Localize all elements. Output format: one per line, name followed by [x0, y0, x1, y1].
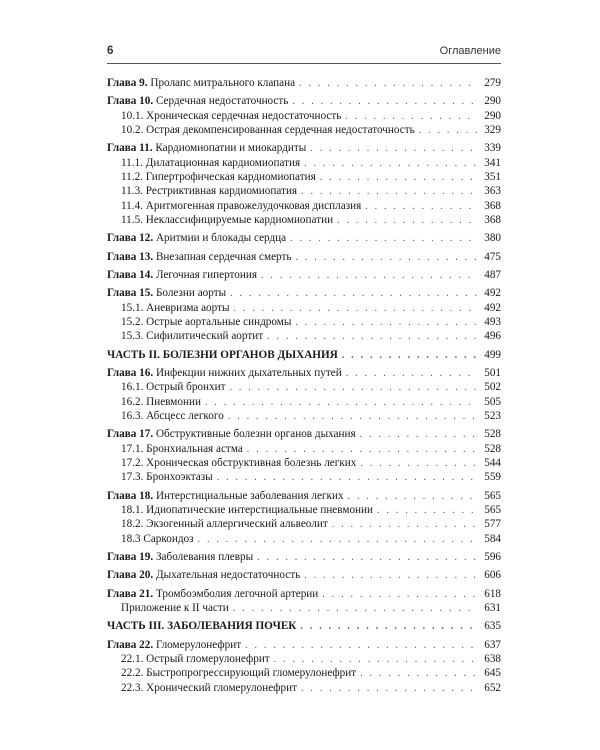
- toc-chapter-label: Глава 10.: [107, 95, 154, 108]
- toc-page-number: 492: [484, 301, 501, 314]
- table-of-contents: [107, 76, 501, 699]
- toc-section-row: [107, 329, 501, 343]
- toc-page-number: 528: [484, 442, 501, 455]
- toc-chapter-row: [107, 286, 501, 300]
- toc-page-number: 363: [484, 185, 501, 198]
- toc-page-number: 505: [484, 395, 501, 408]
- toc-chapter-heading: [107, 250, 292, 264]
- toc-dot-leader: [230, 287, 477, 301]
- toc-chapter-label: Глава 21.: [107, 587, 154, 600]
- toc-chapter-heading: [107, 231, 286, 245]
- toc-page-number: 618: [484, 587, 501, 600]
- toc-part-title: ЧАСТЬ II. БОЛЕЗНИ ОРГАНОВ ДЫХАНИЯ: [107, 348, 338, 361]
- toc-section-title: 11.3. Рестриктивная кардиомиопатия: [121, 185, 298, 198]
- toc-chapter-block: [107, 366, 501, 423]
- toc-chapter-row: [107, 268, 501, 282]
- toc-chapter-title: Обструктивные болезни органов дыхания: [155, 428, 356, 441]
- toc-chapter-heading: [107, 286, 226, 300]
- toc-section-title: 11.1. Дилатационная кардиомиопатия: [121, 156, 301, 169]
- toc-dot-leader: [346, 367, 477, 381]
- toc-page-number: 637: [484, 638, 501, 651]
- toc-chapter-heading: [107, 427, 356, 441]
- toc-section-row: [107, 666, 501, 680]
- toc-chapter-title: Аритмии и блокады сердца: [155, 232, 287, 245]
- toc-page-number: 341: [484, 156, 501, 169]
- toc-chapter-heading: [107, 94, 288, 108]
- toc-dot-leader: [247, 443, 477, 457]
- toc-dot-leader: [304, 569, 477, 583]
- toc-section-row: [107, 681, 501, 695]
- toc-dot-leader: [310, 142, 477, 156]
- toc-chapter-block: [107, 638, 501, 695]
- toc-chapter-heading: [107, 550, 253, 564]
- toc-chapter-title: Болезни аорты: [155, 287, 227, 300]
- toc-part-title: ЧАСТЬ III. ЗАБОЛЕВАНИЯ ПОЧЕК: [107, 620, 297, 633]
- toc-chapter-title: Кардиомиопатии и миокардиты: [155, 142, 307, 155]
- toc-chapter-title: Инфекции нижних дыхательных путей: [155, 367, 342, 380]
- toc-dot-leader: [261, 269, 477, 283]
- toc-dot-leader: [229, 381, 477, 395]
- toc-chapter-title: Внезапная сердечная смерть: [155, 250, 292, 263]
- toc-dot-leader: [217, 471, 477, 485]
- toc-section-title: 16.2. Пневмонии: [121, 395, 201, 408]
- toc-chapter-label: Глава 20.: [107, 569, 154, 582]
- toc-chapter-title: Дыхательная недостаточность: [155, 569, 301, 582]
- toc-chapter-block: [107, 141, 501, 227]
- toc-chapter-row: [107, 76, 501, 90]
- toc-dot-leader: [377, 504, 477, 518]
- toc-dot-leader: [320, 171, 477, 185]
- toc-dot-leader: [360, 457, 477, 471]
- toc-section-title: 11.4. Аритмогенная правожелудочковая дисплазия: [121, 199, 362, 212]
- toc-page-number: 501: [484, 367, 501, 380]
- toc-page-number: 502: [484, 381, 501, 394]
- toc-section-row: [107, 409, 501, 423]
- toc-chapter-title: Гломерулонефрит: [155, 638, 242, 651]
- toc-section-row: [107, 156, 501, 170]
- toc-page-number: 351: [484, 170, 501, 183]
- toc-chapter-row: [107, 231, 501, 245]
- toc-section-title: 15.2. Острые аортальные синдромы: [121, 316, 292, 329]
- toc-chapter-title: Тромбоэмболия легочной артерии: [155, 587, 319, 600]
- toc-page-number: 606: [484, 569, 501, 582]
- toc-dot-leader: [345, 110, 477, 124]
- toc-page-number: 496: [484, 330, 501, 343]
- toc-chapter-label: Глава 9.: [107, 77, 148, 89]
- toc-dot-leader: [296, 251, 478, 265]
- toc-chapter-title: Легочная гипертония: [155, 269, 257, 282]
- running-title: Оглавление: [439, 45, 501, 57]
- toc-chapter-label: Глава 12.: [107, 232, 154, 245]
- toc-part-row: [107, 619, 501, 633]
- toc-page-number: 631: [484, 602, 501, 615]
- toc-chapter-heading: [107, 489, 344, 503]
- toc-chapter-row: [107, 587, 501, 601]
- toc-section-title: 22.2. Быстропрогрессирующий гломерулонефрит: [121, 667, 357, 680]
- toc-chapter-label: Глава 19.: [107, 550, 154, 563]
- toc-chapter-heading: [107, 587, 318, 601]
- toc-chapter-block: [107, 76, 501, 90]
- toc-chapter-label: Глава 18.: [107, 489, 154, 502]
- toc-section-title: 16.1. Острый бронхит: [121, 381, 226, 394]
- toc-chapter-label: Глава 14.: [107, 269, 154, 282]
- toc-dot-leader: [301, 682, 477, 696]
- toc-dot-leader: [205, 396, 477, 410]
- toc-chapter-heading: [107, 141, 306, 155]
- toc-page-number: 329: [484, 123, 501, 136]
- toc-chapter-heading: [107, 268, 257, 282]
- page-number: 6: [107, 45, 114, 57]
- toc-page-number: 475: [484, 250, 501, 263]
- toc-chapter-block: [107, 94, 501, 137]
- toc-chapter-row: [107, 489, 501, 503]
- toc-section-row: [107, 601, 501, 615]
- toc-page-number: 565: [484, 503, 501, 516]
- toc-section-title: 18.2. Экзогенный аллергический альвеолит: [121, 518, 328, 531]
- toc-section-title: 10.2. Острая декомпенсированная сердечная недостаточность: [121, 123, 415, 136]
- toc-dot-leader: [198, 533, 477, 547]
- toc-dot-leader: [267, 330, 477, 344]
- toc-chapter-label: Глава 11.: [107, 142, 153, 155]
- toc-section-title: 22.3. Хронический гломерулонефрит: [121, 681, 298, 694]
- toc-page-number: 565: [484, 489, 501, 502]
- toc-section-row: [107, 380, 501, 394]
- toc-page-number: 493: [484, 316, 501, 329]
- toc-chapter-block: [107, 250, 501, 264]
- toc-section-title: 11.5. Неклассифицируемые кардиомиопатии: [121, 213, 334, 226]
- toc-chapter-row: [107, 366, 501, 380]
- toc-page-number: 380: [484, 232, 501, 245]
- toc-section-row: [107, 301, 501, 315]
- toc-dot-leader: [295, 316, 477, 330]
- toc-dot-leader: [419, 124, 477, 138]
- toc-chapter-row: [107, 427, 501, 441]
- toc-section-title: 15.1. Аневризма аорты: [121, 301, 230, 314]
- toc-part-block: [107, 619, 501, 633]
- toc-dot-leader: [304, 157, 477, 171]
- toc-chapter-label: Глава 15.: [107, 287, 154, 300]
- toc-dot-leader: [233, 602, 477, 616]
- toc-section-row: [107, 532, 501, 546]
- toc-chapter-title: Сердечная недостаточность: [155, 95, 289, 108]
- toc-chapter-row: [107, 250, 501, 264]
- toc-section-title: 17.3. Бронхоэктазы: [121, 471, 213, 484]
- toc-dot-leader: [342, 349, 477, 363]
- toc-page-number: 523: [484, 409, 501, 422]
- toc-section-row: [107, 109, 501, 123]
- toc-chapter-block: [107, 568, 501, 582]
- toc-section-row: [107, 395, 501, 409]
- toc-dot-leader: [257, 551, 477, 565]
- toc-section-title: 11.2. Гипертрофическая кардиомиопатия: [121, 170, 316, 183]
- toc-page-number: 368: [484, 199, 501, 212]
- toc-section-title: 18.3 Саркоидоз: [121, 532, 194, 545]
- toc-chapter-block: [107, 268, 501, 282]
- toc-dot-leader: [337, 214, 477, 228]
- toc-dot-leader: [234, 302, 477, 316]
- toc-dot-leader: [365, 200, 477, 214]
- header-rule: [107, 63, 501, 64]
- toc-page-number: 584: [484, 532, 501, 545]
- toc-chapter-row: [107, 568, 501, 582]
- toc-page-number: 645: [484, 667, 501, 680]
- toc-part-block: [107, 348, 501, 362]
- toc-chapter-heading: [107, 638, 241, 652]
- toc-dot-leader: [274, 653, 477, 667]
- toc-dot-leader: [322, 588, 477, 602]
- toc-chapter-row: [107, 550, 501, 564]
- toc-section-title: Приложение к II части: [121, 602, 229, 615]
- toc-section-row: [107, 442, 501, 456]
- toc-dot-leader: [245, 639, 477, 653]
- toc-section-row: [107, 184, 501, 198]
- toc-dot-leader: [228, 410, 477, 424]
- toc-page-number: 528: [484, 428, 501, 441]
- toc-section-row: [107, 470, 501, 484]
- toc-chapter-row: [107, 638, 501, 652]
- toc-dot-leader: [299, 77, 477, 91]
- toc-page-number: 290: [484, 95, 501, 108]
- toc-section-row: [107, 170, 501, 184]
- toc-dot-leader: [300, 620, 477, 634]
- toc-chapter-row: [107, 94, 501, 108]
- toc-chapter-heading: [107, 366, 342, 380]
- toc-page-number: 635: [484, 620, 501, 633]
- toc-section-title: 15.3. Сифилитический аортит: [121, 330, 264, 343]
- toc-dot-leader: [292, 95, 477, 109]
- toc-section-title: 17.2. Хроническая обструктивная болезнь легких: [121, 456, 357, 469]
- toc-page-number: 492: [484, 287, 501, 300]
- toc-section-row: [107, 213, 501, 227]
- toc-section-row: [107, 199, 501, 213]
- toc-page-number: 559: [484, 471, 501, 484]
- toc-section-row: [107, 456, 501, 470]
- toc-page-number: 499: [484, 348, 501, 361]
- toc-section-title: 18.1. Идиопатические интерстициальные пневмонии: [121, 503, 374, 516]
- toc-page-number: 339: [484, 142, 501, 155]
- toc-part-row: [107, 348, 501, 362]
- toc-section-title: 16.3. Абсцесс легкого: [121, 409, 224, 422]
- toc-chapter-block: [107, 231, 501, 245]
- running-header: [107, 45, 501, 57]
- toc-section-row: [107, 652, 501, 666]
- toc-chapter-heading: [107, 76, 295, 90]
- toc-page-number: 544: [484, 456, 501, 469]
- toc-section-row: [107, 503, 501, 517]
- toc-dot-leader: [332, 518, 477, 532]
- toc-dot-leader: [360, 428, 477, 442]
- toc-chapter-title: Заболевания плевры: [155, 550, 254, 563]
- toc-page-number: 652: [484, 681, 501, 694]
- toc-page-number: 596: [484, 550, 501, 563]
- toc-dot-leader: [301, 185, 477, 199]
- toc-page-number: 638: [484, 653, 501, 666]
- toc-chapter-label: Глава 13.: [107, 250, 154, 263]
- toc-section-row: [107, 123, 501, 137]
- toc-page-number: 577: [484, 518, 501, 531]
- toc-chapter-block: [107, 427, 501, 484]
- toc-page-number: 487: [484, 269, 501, 282]
- toc-chapter-title: Пролапс митрального клапана: [150, 77, 296, 89]
- toc-chapter-block: [107, 550, 501, 564]
- toc-page-number: 368: [484, 213, 501, 226]
- toc-dot-leader: [348, 490, 477, 504]
- toc-chapter-label: Глава 22.: [107, 638, 154, 651]
- toc-page-number: 290: [484, 109, 501, 122]
- toc-dot-leader: [360, 667, 477, 681]
- toc-section-title: 10.1. Хроническая сердечная недостаточность: [121, 109, 342, 122]
- toc-chapter-title: Интерстициальные заболевания легких: [155, 489, 344, 502]
- toc-section-title: 22.1. Острый гломерулонефрит: [121, 653, 270, 666]
- toc-dot-leader: [290, 232, 477, 246]
- toc-section-title: 17.1. Бронхиальная астма: [121, 442, 243, 455]
- toc-chapter-block: [107, 489, 501, 546]
- toc-chapter-label: Глава 17.: [107, 428, 154, 441]
- toc-page-number: 279: [484, 77, 501, 89]
- toc-chapter-block: [107, 286, 501, 343]
- toc-section-row: [107, 315, 501, 329]
- toc-chapter-label: Глава 16.: [107, 367, 154, 380]
- toc-chapter-heading: [107, 568, 300, 582]
- toc-chapter-block: [107, 587, 501, 616]
- toc-chapter-row: [107, 141, 501, 155]
- toc-section-row: [107, 517, 501, 531]
